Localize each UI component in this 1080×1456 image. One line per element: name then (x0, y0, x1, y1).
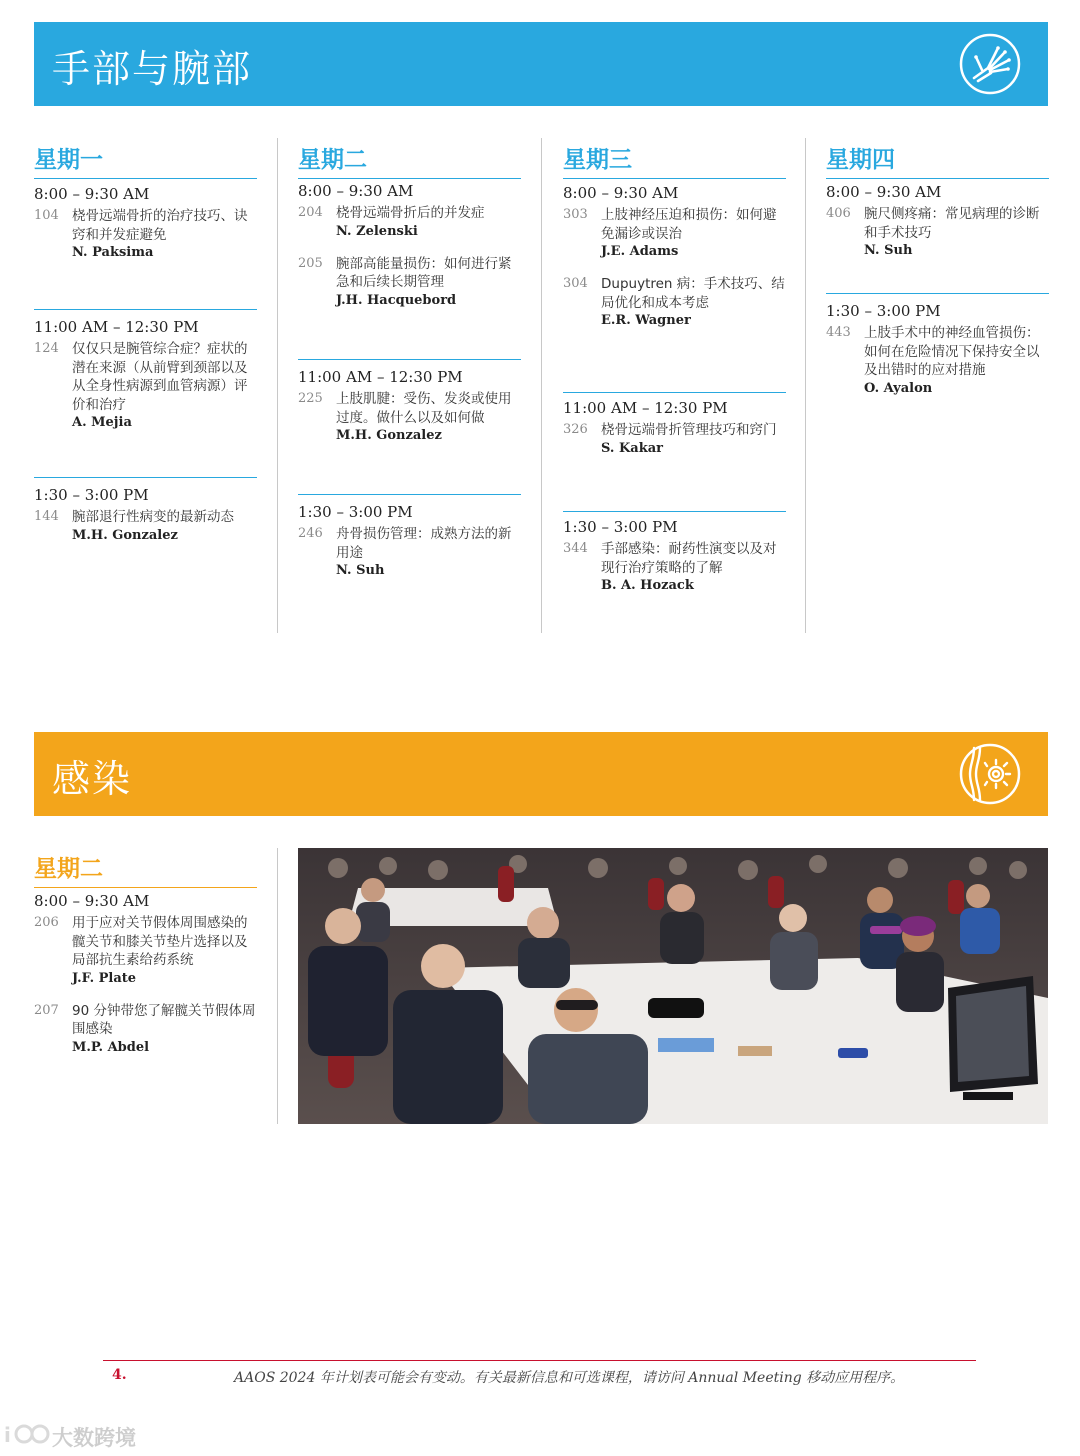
session-speaker: N. Suh (864, 243, 913, 258)
session-item (34, 508, 257, 545)
photo-illustration (298, 848, 1048, 1124)
time-label: 8:00 – 9:30 AM (563, 184, 679, 202)
time-label: 1:30 – 3:00 PM (563, 518, 678, 536)
session-number: 207 (34, 1002, 59, 1018)
session-title: 桡骨远端骨折管理技巧和窍门 (601, 422, 777, 438)
session-speaker: N. Paksima (72, 245, 154, 260)
column-divider (277, 138, 278, 633)
infection-title: 感染 (52, 757, 133, 801)
slot-divider (563, 511, 786, 512)
session-number: 206 (34, 915, 59, 930)
column-divider (277, 848, 278, 1124)
time-label: 8:00 – 9:30 AM (34, 892, 150, 910)
watermark-logo-icon (4, 1420, 50, 1448)
session-number: 104 (34, 208, 59, 223)
time-label: 11:00 AM – 12:30 PM (34, 318, 199, 336)
time-label: 8:00 – 9:30 AM (34, 185, 150, 203)
session-title: 舟骨损伤管理：成熟方法的新用途 (336, 526, 512, 561)
session-title: 腕部退行性病变的最新动态 (72, 509, 234, 525)
time-label: 8:00 – 9:30 AM (298, 182, 414, 200)
day-column-thursday (826, 141, 1049, 396)
day-column-wednesday (563, 141, 786, 593)
session-title: 腕部高能量损伤：如何进行紧急和后续长期管理 (336, 255, 512, 290)
session-title: 90 分钟带您了解髋关节假体周围感染 (72, 1002, 256, 1037)
column-divider (541, 138, 542, 633)
session-speaker: N. Zelenski (336, 223, 418, 239)
session-title: 桡骨远端骨折的治疗技巧、诀窍和并发症避免 (72, 208, 248, 243)
watermark-text: 大数跨境 (52, 1426, 136, 1450)
footer-rule (103, 1360, 976, 1361)
session-item (34, 340, 257, 432)
time-slot (34, 892, 257, 1071)
time-slot (826, 293, 1049, 412)
day-heading: 星期三 (563, 141, 786, 179)
time-label: 8:00 – 9:30 AM (826, 183, 942, 201)
day-heading: 星期一 (34, 141, 257, 179)
session-item (34, 914, 257, 988)
time-label: 1:30 – 3:00 PM (826, 302, 941, 320)
session-speaker: M.P. Abdel (72, 1039, 150, 1055)
time-label: 1:30 – 3:00 PM (34, 486, 149, 504)
session-title: 上肢神经压迫和损伤：如何避免漏诊或误治 (601, 207, 777, 242)
session-speaker: M.H. Gonzalez (336, 428, 442, 443)
time-slot (34, 477, 257, 559)
footer-note: AAOS 2024 年计划表可能会有变动。有关最新信息和可选课程，请访问 Annual Meeting 移动应用程序。 (234, 1370, 905, 1386)
session-title: Dupuytren 病：手术技巧、结局优化和成本考虑 (601, 276, 785, 311)
session-title: 仅仅只是腕管综合症？症状的潜在来源（从前臂到颈部以及从全身性病源到血管病源）评价和治疗 (72, 341, 248, 413)
session-number: 304 (563, 276, 588, 291)
conference-audience-photo (298, 848, 1048, 1124)
session-item (826, 324, 1049, 398)
session-speaker: E.R. Wagner (601, 313, 691, 328)
session-item (563, 275, 786, 330)
day-heading: 星期二 (34, 850, 257, 888)
session-title: 上肢手术中的神经血管损伤：如何在危险情况下保持安全以及出错时的应对措施 (864, 325, 1040, 378)
hand-xray-icon (958, 32, 1022, 96)
time-slot (298, 182, 521, 324)
time-slot (563, 511, 786, 609)
slot-divider (298, 359, 521, 360)
session-item (298, 255, 521, 310)
time-label: 1:30 – 3:00 PM (298, 503, 413, 521)
session-item (298, 525, 521, 580)
time-slot (826, 183, 1049, 274)
session-item (298, 390, 521, 445)
session-item (563, 206, 786, 261)
inflamed-joint-icon (958, 742, 1022, 806)
session-number: 204 (298, 205, 323, 220)
time-label: 11:00 AM – 12:30 PM (563, 399, 728, 417)
session-title: 手部感染：耐药性演变以及对现行治疗策略的了解 (601, 541, 777, 576)
time-slot (34, 185, 257, 276)
slot-divider (34, 309, 257, 310)
hand-wrist-title: 手部与腕部 (52, 47, 253, 91)
session-item (563, 421, 786, 458)
svg-text:i: i (4, 1423, 11, 1447)
session-number: 303 (563, 207, 588, 222)
time-slot (298, 494, 521, 594)
day-heading: 星期二 (298, 141, 521, 179)
session-title: 上肢肌腱：受伤、发炎或使用过度。做什么以及如何做 (336, 391, 512, 426)
session-speaker: N. Suh (336, 563, 385, 578)
slot-divider (563, 392, 786, 393)
session-speaker: J.E. Adams (601, 244, 679, 259)
session-speaker: B. A. Hozack (601, 578, 694, 593)
session-speaker: O. Ayalon (864, 380, 933, 396)
time-slot (298, 359, 521, 459)
hand-wrist-banner (34, 22, 1048, 106)
session-number: 225 (298, 391, 323, 406)
session-number: 144 (34, 509, 59, 524)
session-number: 124 (34, 341, 59, 356)
session-speaker: A. Mejia (72, 415, 132, 430)
page-number: 4. (112, 1367, 127, 1383)
slot-divider (34, 477, 257, 478)
session-item (563, 540, 786, 595)
session-speaker: J.H. Hacquebord (336, 292, 457, 308)
session-item (298, 204, 521, 241)
slot-divider (826, 293, 1049, 294)
infection-banner (34, 732, 1048, 816)
day-heading: 星期四 (826, 141, 1049, 179)
column-divider (805, 138, 806, 633)
session-item (34, 1002, 257, 1057)
session-speaker: S. Kakar (601, 440, 663, 456)
time-label: 11:00 AM – 12:30 PM (298, 368, 463, 386)
session-title: 用于应对关节假体周围感染的髋关节和膝关节垫片选择以及局部抗生素给药系统 (72, 915, 248, 968)
session-speaker: J.F. Plate (72, 970, 137, 986)
session-title: 桡骨远端骨折后的并发症 (336, 205, 485, 221)
day-column-monday (34, 141, 257, 543)
slot-divider (298, 494, 521, 495)
session-speaker: M.H. Gonzalez (72, 527, 178, 543)
session-title: 腕尺侧疼痛：常见病理的诊断和手术技巧 (864, 206, 1040, 241)
time-slot (563, 184, 786, 344)
session-item (826, 205, 1049, 260)
day-column-tuesday-infection (34, 850, 257, 1055)
day-column-tuesday (298, 141, 521, 578)
session-number: 326 (563, 422, 588, 437)
time-slot (34, 309, 257, 446)
session-number: 406 (826, 206, 851, 221)
session-number: 443 (826, 325, 851, 340)
session-number: 205 (298, 255, 323, 271)
time-slot (563, 392, 786, 472)
session-number: 246 (298, 526, 323, 541)
session-number: 344 (563, 541, 588, 556)
session-item (34, 207, 257, 262)
